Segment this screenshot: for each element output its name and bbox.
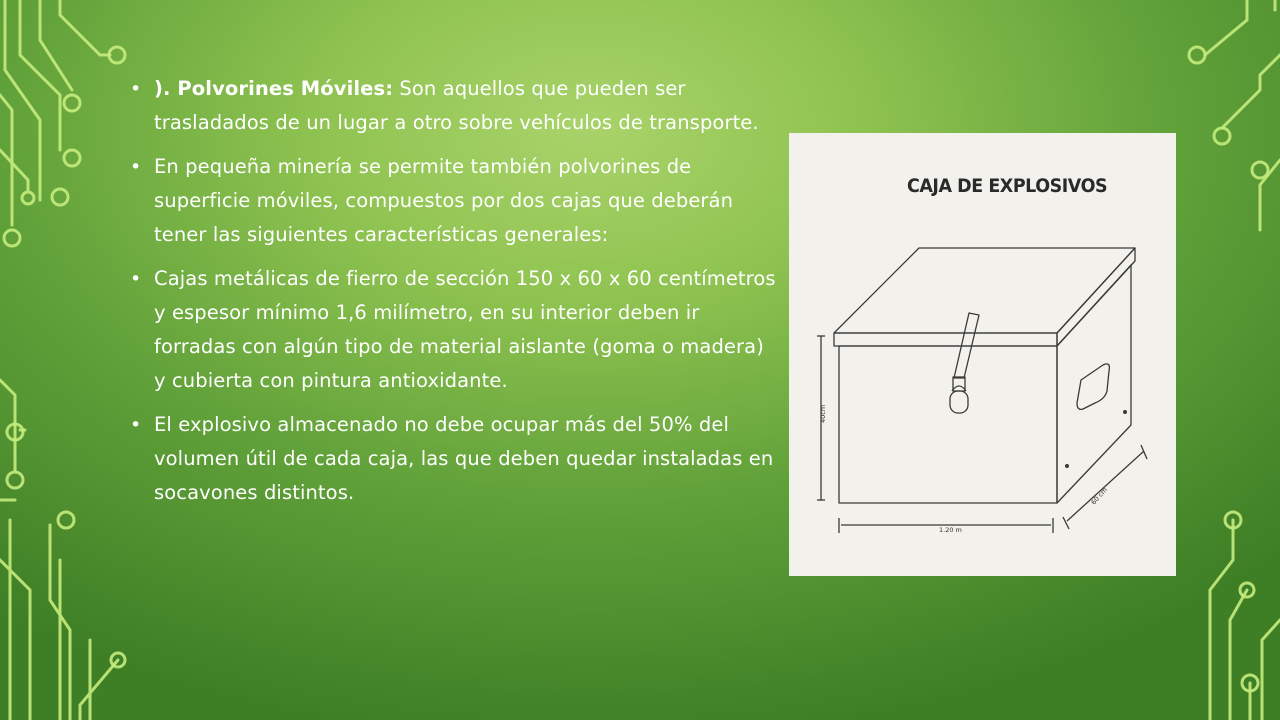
slide-body bbox=[130, 72, 780, 520]
bullet-text: Cajas metálicas de fierro de sección 150 x 60 x 60 centímetros y espesor mínimo 1,6 milímetro, en su interior deben ir forradas con algún tipo de material aislante (goma o madera) y cubierta con pintura antioxidante. bbox=[154, 267, 776, 392]
bullet-text: El explosivo almacenado no debe ocupar más del 50% del volumen útil de cada caja, las que deben quedar instaladas en socavones distintos. bbox=[154, 413, 774, 504]
bullet-item bbox=[130, 72, 780, 140]
bullet-list bbox=[130, 72, 780, 510]
explosives-box-figure bbox=[789, 133, 1176, 576]
figure-title: CAJA DE EXPLOSIVOS bbox=[907, 175, 1108, 197]
bullet-bold-text: ). Polvorines Móviles: bbox=[154, 77, 394, 100]
bullet-item bbox=[130, 150, 780, 252]
bullet-dot-icon: • bbox=[130, 268, 142, 290]
depth-dimension-label: 60 cm bbox=[1089, 485, 1110, 507]
bullet-item bbox=[130, 262, 780, 398]
bullet-text: En pequeña minería se permite también polvorines de superficie móviles, compuestos por dos cajas que deberán tener las siguientes características generales: bbox=[154, 155, 734, 246]
bullet-dot-icon: • bbox=[130, 78, 142, 100]
bullet-text: Son aquellos que pueden ser trasladados de un lugar a otro sobre vehículos de transporte. bbox=[154, 77, 759, 134]
box-drawing bbox=[789, 133, 1176, 576]
height-dimension-label: 40cm bbox=[819, 404, 827, 423]
bullet-dot-icon: • bbox=[130, 414, 142, 436]
bullet-dot-icon: • bbox=[130, 156, 142, 178]
bullet-item bbox=[130, 408, 780, 510]
length-dimension-label: 1.20 m bbox=[939, 526, 962, 534]
